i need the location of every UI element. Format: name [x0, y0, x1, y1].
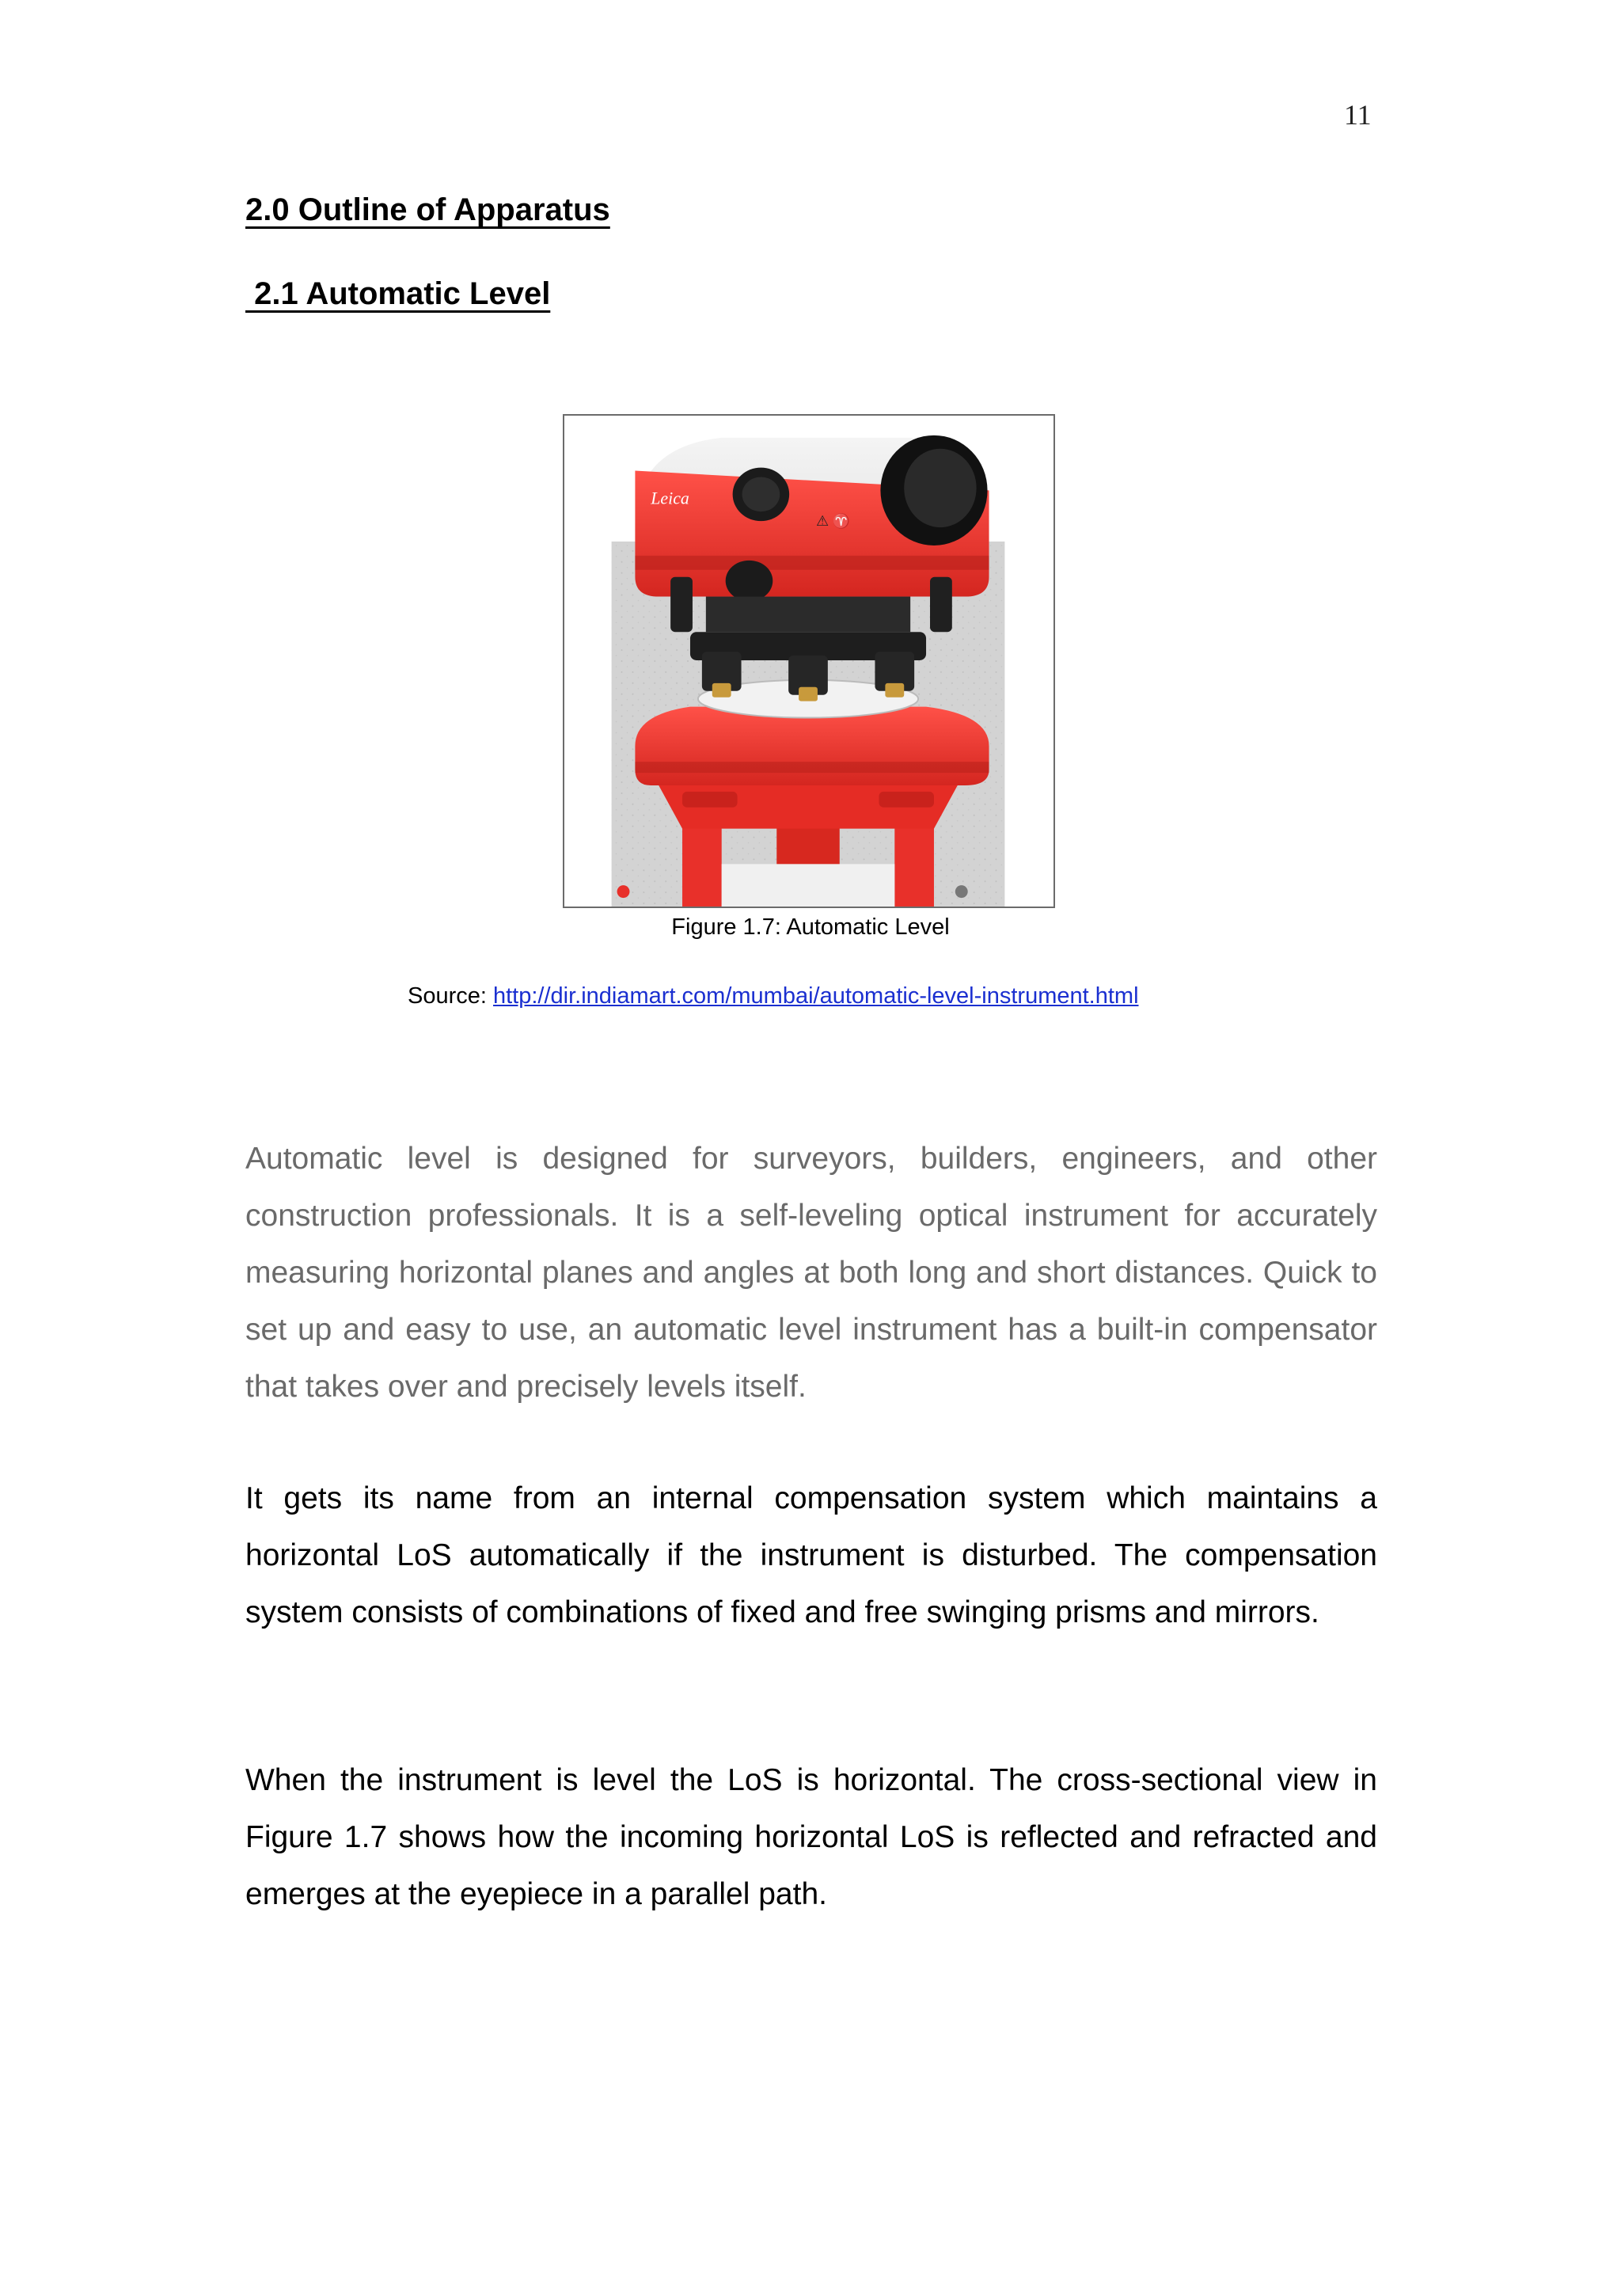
- paragraph-line-of-sight: When the instrument is level the LoS is horizontal. The cross-sectional view in Figure 1.7 shows how the incoming horizontal LoS is reflected and refracted and emerges at the eyepiece in a parallel path.: [245, 1763, 1377, 1911]
- automatic-level-figure: [563, 414, 1055, 908]
- paragraph-compensation: It gets its name from an internal compensation system which maintains a horizontal LoS automatically if the instrument is disturbed. The compensation system consists of combinations of fixed and free swinging prisms and mirrors.: [245, 1481, 1377, 1629]
- figure-source: [408, 983, 1139, 1009]
- svg-text:Leica: Leica: [651, 488, 689, 508]
- source-link[interactable]: http://dir.indiamart.com/mumbai/automatic-level-instrument.html: [493, 983, 1139, 1009]
- page-number: 11: [1344, 99, 1372, 131]
- section-heading: 2.0 Outline of Apparatus: [245, 192, 610, 227]
- automatic-level-photo: [564, 416, 1053, 907]
- svg-text:⚠ ♈: ⚠ ♈: [815, 513, 851, 530]
- figure-caption: Figure 1.7: Automatic Level: [671, 914, 950, 940]
- subsection-heading: 2.1 Automatic Level: [245, 276, 551, 311]
- source-label: Source:: [408, 983, 493, 1009]
- paragraph-intro: Automatic level is designed for surveyors, builders, engineers, and other construction professionals. It is a self-leveling optical instrument for accurately measuring horizontal planes and angles at both long and short distances. Quick to set up and easy to use, an automatic level instrument has a built-in compensator that takes over and precisely levels itself.: [245, 1142, 1377, 1404]
